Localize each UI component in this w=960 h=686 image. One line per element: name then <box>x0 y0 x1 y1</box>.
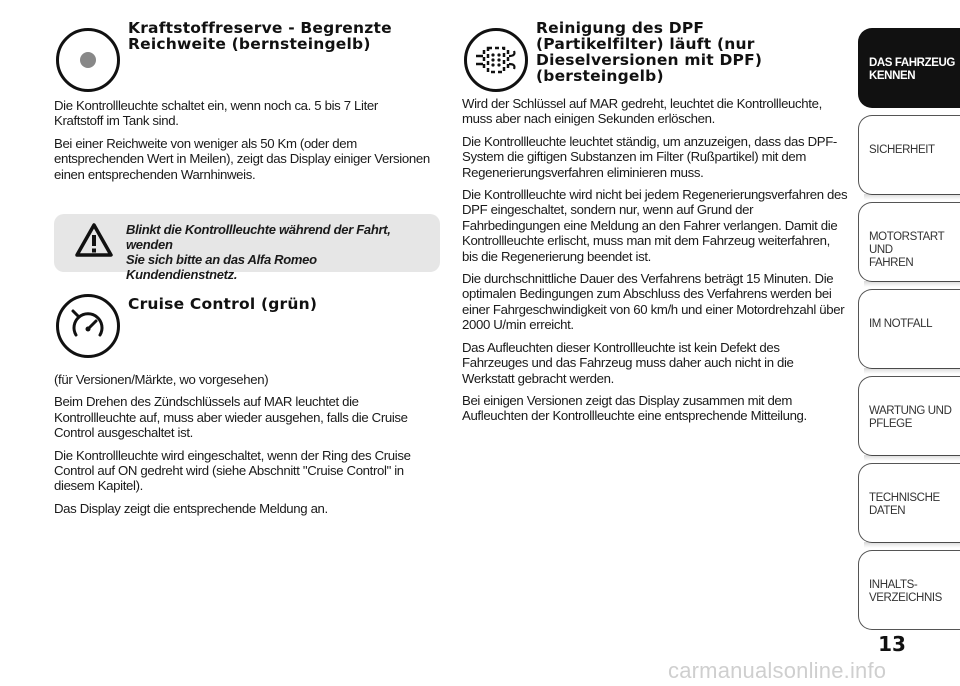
tab-label: DAS FAHRZEUG KENNEN <box>869 57 955 82</box>
tab-das-fahrzeug-kennen[interactable] <box>858 28 960 108</box>
tab-label: IM NOTFALL <box>869 318 933 330</box>
warning-line1: Blinkt die Kontrollleuchte während der Fahrt, wenden <box>126 222 391 252</box>
cruise-paragraph-3: Die Kontrollleuchte wird eingeschaltet, wenn der Ring des Cruise Control auf ON gedreht wird (siehe Abschnitt "Cruise Control" in diesem Kapitel). <box>54 447 411 494</box>
cruise-control-speedometer-icon <box>56 294 120 358</box>
tab-label: SICHERHEIT <box>869 144 935 156</box>
fuel-paragraph-1: Die Kontrollleuchte schaltet ein, wenn noch ca. 5 bis 7 Liter Kraftstoff im Tank sind. <box>54 98 378 129</box>
tab-wartung-und-pflege[interactable] <box>858 376 960 456</box>
warning-box <box>54 214 440 282</box>
cruise-paragraph-4: Das Display zeigt die entsprechende Meldung an. <box>54 500 328 516</box>
tab-technische-daten[interactable] <box>858 463 960 543</box>
dpf-heading-line3: Dieselversionen mit DPF) <box>536 51 763 69</box>
dpf-paragraph-6: Bei einigen Versionen zeigt das Display zusammen mit dem Aufleuchten der Kontrollleuchte eine entsprechende Mitteilung. <box>462 392 807 424</box>
tab-im-notfall[interactable] <box>858 289 960 369</box>
warning-text <box>126 222 426 282</box>
fuel-heading-line1: Kraftstoffreserve - Begrenzte <box>128 19 392 37</box>
warning-line2: Sie sich bitte an das Alfa Romeo Kundendienstnetz. <box>126 252 317 282</box>
dpf-heading-line2: (Partikelfilter) läuft (nur <box>536 35 755 53</box>
right-column <box>462 8 848 431</box>
dpf-section <box>462 8 848 96</box>
cruise-paragraph-2: Beim Drehen des Zündschlüssels auf MAR leuchtet die Kontrollleuchte auf, muss aber wieder ausgehen, falls die Cruise Control ausgeschaltet ist. <box>54 394 408 441</box>
fuel-section <box>54 8 442 98</box>
cruise-heading: Cruise Control (grün) <box>128 295 318 313</box>
page-number: 13 <box>878 632 906 656</box>
dpf-heading-line1: Reinigung des DPF <box>536 19 705 37</box>
tab-inhaltsverzeichnis[interactable] <box>858 550 960 630</box>
tab-label: MOTORSTART UND FAHREN <box>869 231 945 269</box>
fuel-heading-line2: Reichweite (bernsteingelb) <box>128 35 371 53</box>
fuel-reserve-indicator-icon <box>56 28 120 92</box>
dpf-paragraph-3: Die Kontrollleuchte wird nicht bei jedem Regenerierungsverfahren des DPF eingeschaltet, sondern nur, wenn auf Grund der Fahrbedingungen eine Meldung an den Fahrer verlangen. Damit die Kontrollleuchte erlischt, muss man mit dem Fahrzeug weiterfahren, bis die Regenerierung beendet ist. <box>462 187 848 264</box>
watermark: carmanualsonline.info <box>668 658 887 683</box>
dpf-filter-icon <box>464 28 528 92</box>
tab-label: INHALTS- VERZEICHNIS <box>869 579 942 604</box>
tab-label: WARTUNG UND PFLEGE <box>869 405 952 430</box>
chapter-tabs <box>858 28 960 637</box>
tab-label: TECHNISCHE DATEN <box>869 492 940 517</box>
warning-triangle-icon <box>74 222 114 263</box>
left-column <box>54 8 442 516</box>
tab-sicherheit[interactable] <box>858 115 960 195</box>
dpf-paragraph-4: Die durchschnittliche Dauer des Verfahrens beträgt 15 Minuten. Die optimalen Bedingungen zum Abschluss des Verfahrens werden bei einer Fahrgeschwindigkeit von 60 km/h und einer Motordrehzahl über 2000 U/min erreicht. <box>462 271 845 333</box>
dpf-paragraph-5: Das Aufleuchten dieser Kontrollleuchte ist kein Defekt des Fahrzeuges und das Fahrzeug muss daher auch nicht in die Werkstatt gebracht werden. <box>462 339 794 386</box>
dpf-paragraph-1: Wird der Schlüssel auf MAR gedreht, leuchtet die Kontrollleuchte, muss aber nach einigen Sekunden erlöschen. <box>462 96 822 127</box>
dpf-heading-line4: (bersteingelb) <box>536 67 664 85</box>
dpf-paragraph-2: Die Kontrollleuchte leuchtet ständig, um anzuzeigen, dass das DPF-System die giftigen Substanzen im Filter (Rußpartikel) mit dem Regenerierungsverfahren eliminieren muss. <box>462 133 837 180</box>
cruise-paragraph-1: (für Versionen/Märkte, wo vorgesehen) <box>54 372 269 387</box>
fuel-paragraph-2: Bei einer Reichweite von weniger als 50 Km (oder dem entsprechenden Wert in Meilen), zeigt das Display einiger Versionen einen entsprechenden Warnhinweis. <box>54 135 430 182</box>
tab-motorstart-und-fahren[interactable] <box>858 202 960 282</box>
